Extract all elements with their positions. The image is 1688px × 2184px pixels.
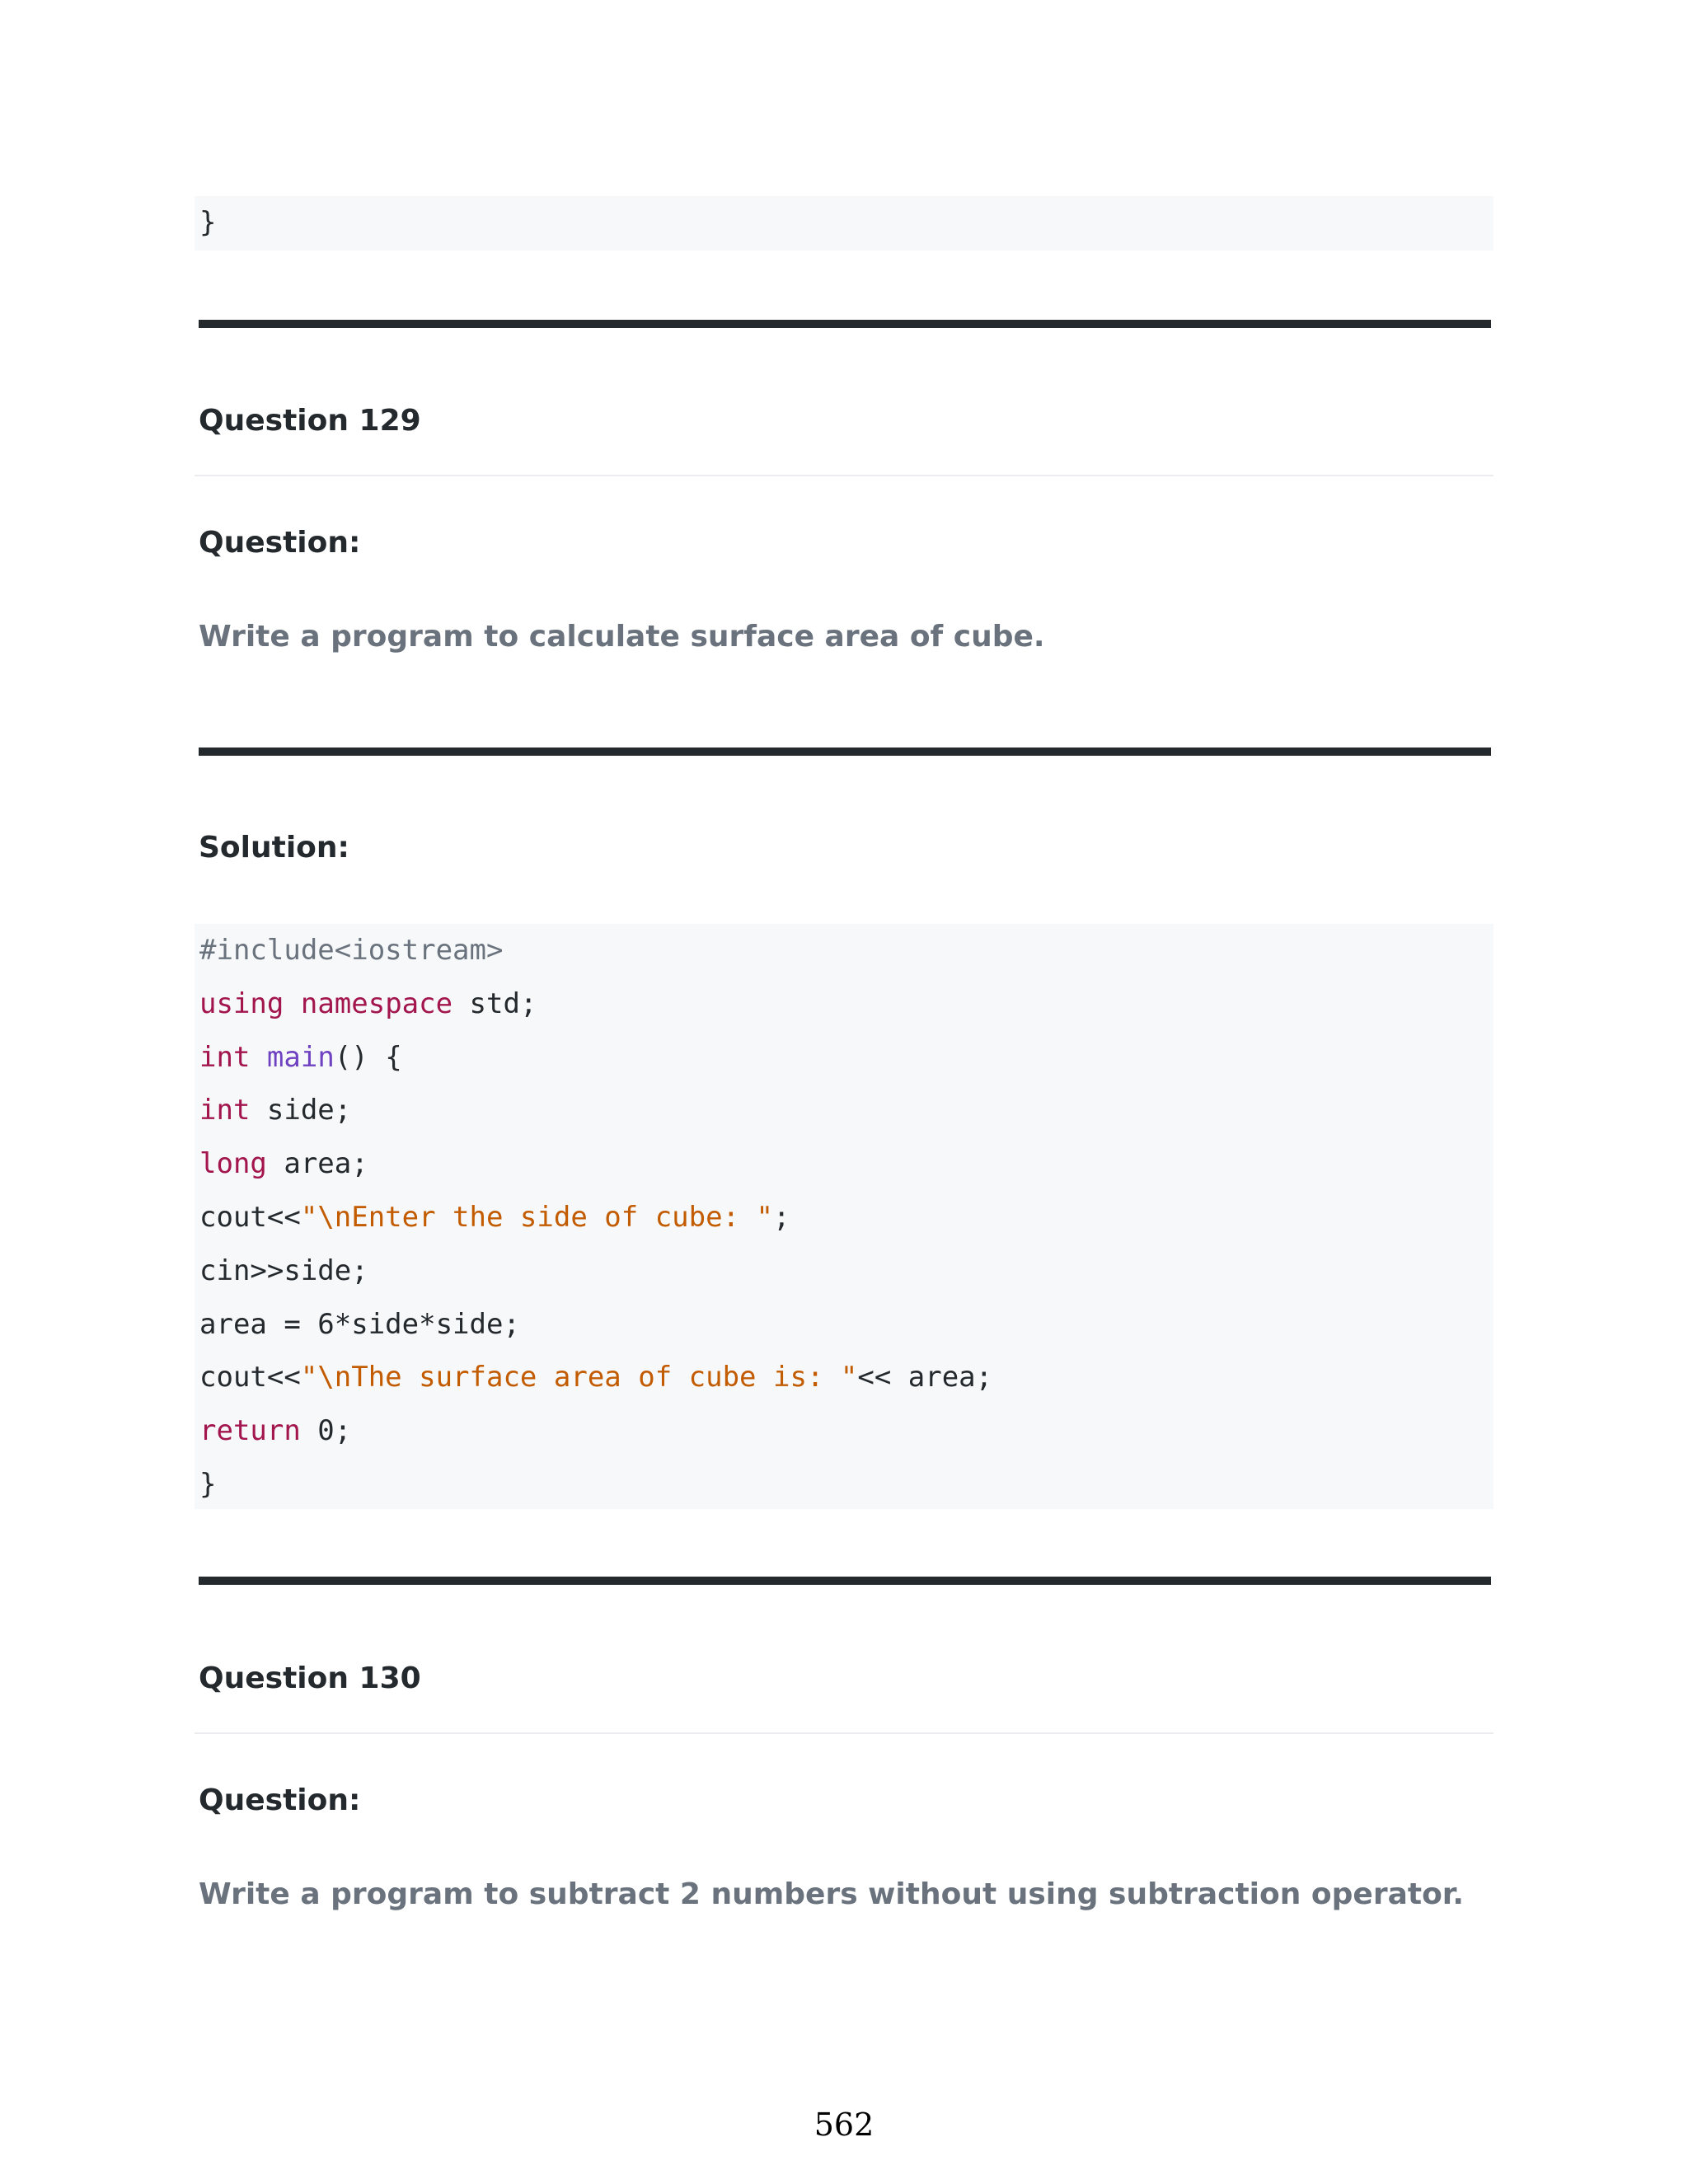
question-130-label: Question: — [199, 1783, 361, 1817]
code-token: area; — [266, 1147, 368, 1181]
code-token: namespace — [300, 987, 453, 1020]
code-token: int — [199, 1094, 251, 1127]
code-line — [199, 1084, 1493, 1137]
code-token: main — [266, 1040, 335, 1074]
code-token: "\nEnter the side of cube: " — [300, 1200, 773, 1234]
previous-code-block — [195, 196, 1493, 251]
code-token: #include<iostream> — [199, 934, 504, 967]
code-line — [199, 977, 1493, 1031]
code-token: std; — [452, 987, 537, 1020]
section-divider — [199, 748, 1491, 756]
page-number: 562 — [814, 2107, 874, 2143]
question-130-text: Write a program to subtract 2 numbers without using subtraction operator. — [199, 1877, 1465, 1911]
code-token: area = 6*side*side; — [199, 1307, 520, 1341]
title-underline — [195, 1732, 1493, 1734]
section-divider — [199, 1577, 1491, 1585]
code-token: long — [199, 1147, 267, 1181]
code-line — [199, 1191, 1493, 1244]
code-line — [199, 1031, 1493, 1085]
code-token: cout<< — [199, 1361, 301, 1394]
code-token: cout<< — [199, 1200, 301, 1234]
code-line — [199, 1458, 1493, 1511]
code-token: "\nThe surface area of cube is: " — [300, 1361, 858, 1394]
section-divider — [199, 320, 1491, 328]
code-token: side; — [250, 1094, 352, 1127]
code-line — [199, 1298, 1493, 1352]
code-token — [284, 987, 300, 1020]
question-129-text: Write a program to calculate surface area of cube. — [199, 620, 1045, 654]
code-line — [199, 1137, 1493, 1191]
solution-code-block — [195, 924, 1493, 1509]
code-line — [199, 1351, 1493, 1404]
question-129-label: Question: — [199, 526, 361, 560]
code-token: () { — [334, 1040, 402, 1074]
code-token: int — [199, 1040, 251, 1074]
code-line — [199, 1404, 1493, 1458]
code-token: } — [199, 206, 217, 239]
code-line — [199, 196, 1493, 250]
code-token: << area; — [857, 1361, 993, 1394]
solution-label: Solution: — [199, 831, 349, 865]
title-underline — [195, 475, 1493, 476]
code-token: } — [199, 1467, 217, 1501]
code-line — [199, 1244, 1493, 1298]
code-token: ; — [772, 1200, 790, 1234]
code-token: return — [199, 1414, 301, 1448]
code-token — [250, 1041, 266, 1074]
question-129-title: Question 129 — [199, 404, 421, 438]
code-token: using — [199, 987, 284, 1020]
code-line — [199, 924, 1493, 977]
code-token: cin>>side; — [199, 1254, 368, 1287]
question-130-title: Question 130 — [199, 1661, 421, 1695]
code-token: 0; — [300, 1414, 352, 1448]
